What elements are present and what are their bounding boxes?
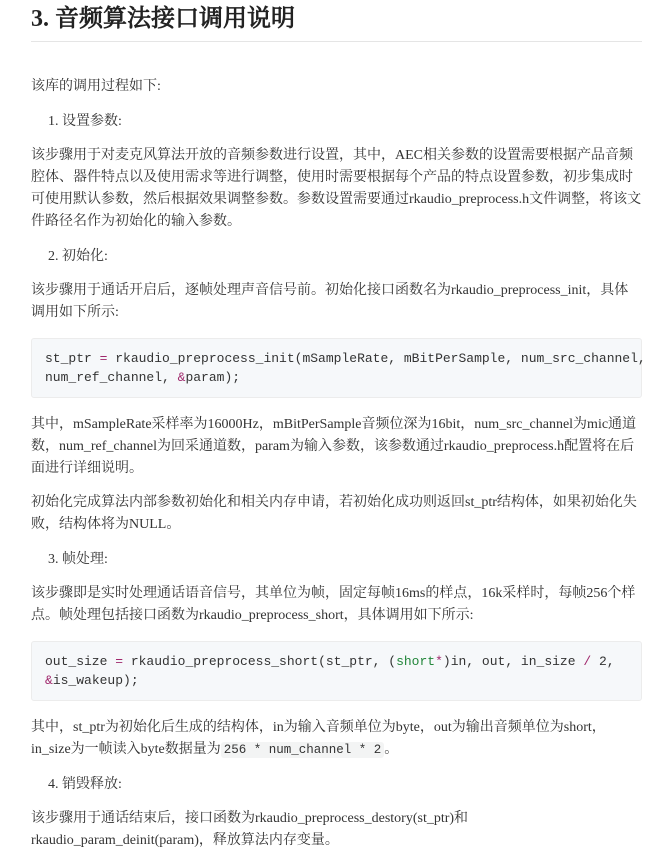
step-4-description: 该步骤用于通话结束后，接口函数为rkaudio_preprocess_destory(st_ptr)和rkaudio_param_deinit(param)，释放算法内存变量。 (31, 811, 469, 848)
step-2-label: 2. 初始化: (48, 249, 108, 264)
code-text: rkaudio_preprocess_init(mSampleRate, mBitPerSample, num_src_channel, (107, 351, 646, 366)
frame-params-end: 。 (384, 742, 399, 757)
frame-params-explanation (31, 717, 642, 761)
step-1-description: 该步骤用于对麦克风算法开放的音频参数进行设置，其中，AEC相关参数的设置需要根据产品音频腔体、器件特点以及使用需求等进行调整，使用时需要根据每个产品的特点设置参数，初步集成时可使用默认参数，然后根据效果调整参数。参数设置需要通过rkaudio_preprocess.h文件调整，将该文件路径名作为初始化的输入参数。 (31, 148, 642, 229)
code-operator: & (45, 673, 53, 688)
code-block-init[interactable] (31, 338, 646, 398)
code-text: )in, out, in_size (442, 654, 584, 669)
code-text: is_wakeup); (52, 673, 139, 688)
step-4-label: 4. 销毁释放: (48, 777, 122, 792)
intro-text: 该库的调用过程如下: (31, 79, 161, 94)
section-heading: 3. 音频算法接口调用说明 (31, 0, 642, 42)
step-3-description: 该步骤即是实时处理通话语音信号，其单位为帧，固定每帧16ms的样点，16k采样时，每帧256个样点。帧处理包括接口函数为rkaudio_preprocess_short，具体调用如下所示: (31, 586, 636, 623)
inline-code: 256 * num_channel * 2 (221, 742, 385, 758)
step-3-label: 3. 帧处理: (48, 552, 108, 567)
code-operator: = (99, 351, 108, 366)
code-text: rkaudio_preprocess_short(st_ptr, ( (123, 654, 397, 669)
code-text: 2, (591, 654, 615, 669)
code-operator: / (583, 654, 592, 669)
code-text: param); (185, 370, 241, 385)
init-params-explanation: 其中，mSampleRate采样率为16000Hz，mBitPerSample音频位深为16bit，num_src_channel为mic通道数，num_ref_channel为回采通道数，param为输入参数，该参数通过rkaudio_preprocess.h配置将在后面进行详细说明。 (31, 417, 637, 476)
code-keyword: short (396, 654, 436, 669)
code-block-frame[interactable] (31, 641, 642, 701)
init-result-explanation: 初始化完成算法内部参数初始化和相关内存申请，若初始化成功则返回st_ptr结构体，如果初始化失败，结构体将为NULL。 (31, 495, 637, 532)
code-text: st_ptr (45, 351, 100, 366)
code-operator: * (435, 654, 443, 669)
code-operator: = (115, 654, 124, 669)
code-text: num_ref_channel, (45, 370, 178, 385)
step-2-description: 该步骤用于通话开启后，逐帧处理声音信号前。初始化接口函数名为rkaudio_preprocess_init，具体调用如下所示: (31, 283, 629, 320)
frame-params-text: 其中，st_ptr为初始化后生成的结构体，in为输入音频单位为byte，out为输出音频单位为short，in_size为一帧读入byte数据量为 (31, 720, 606, 757)
code-operator: & (177, 370, 186, 385)
step-1-label: 1. 设置参数: (48, 114, 122, 129)
code-text: out_size (45, 654, 116, 669)
